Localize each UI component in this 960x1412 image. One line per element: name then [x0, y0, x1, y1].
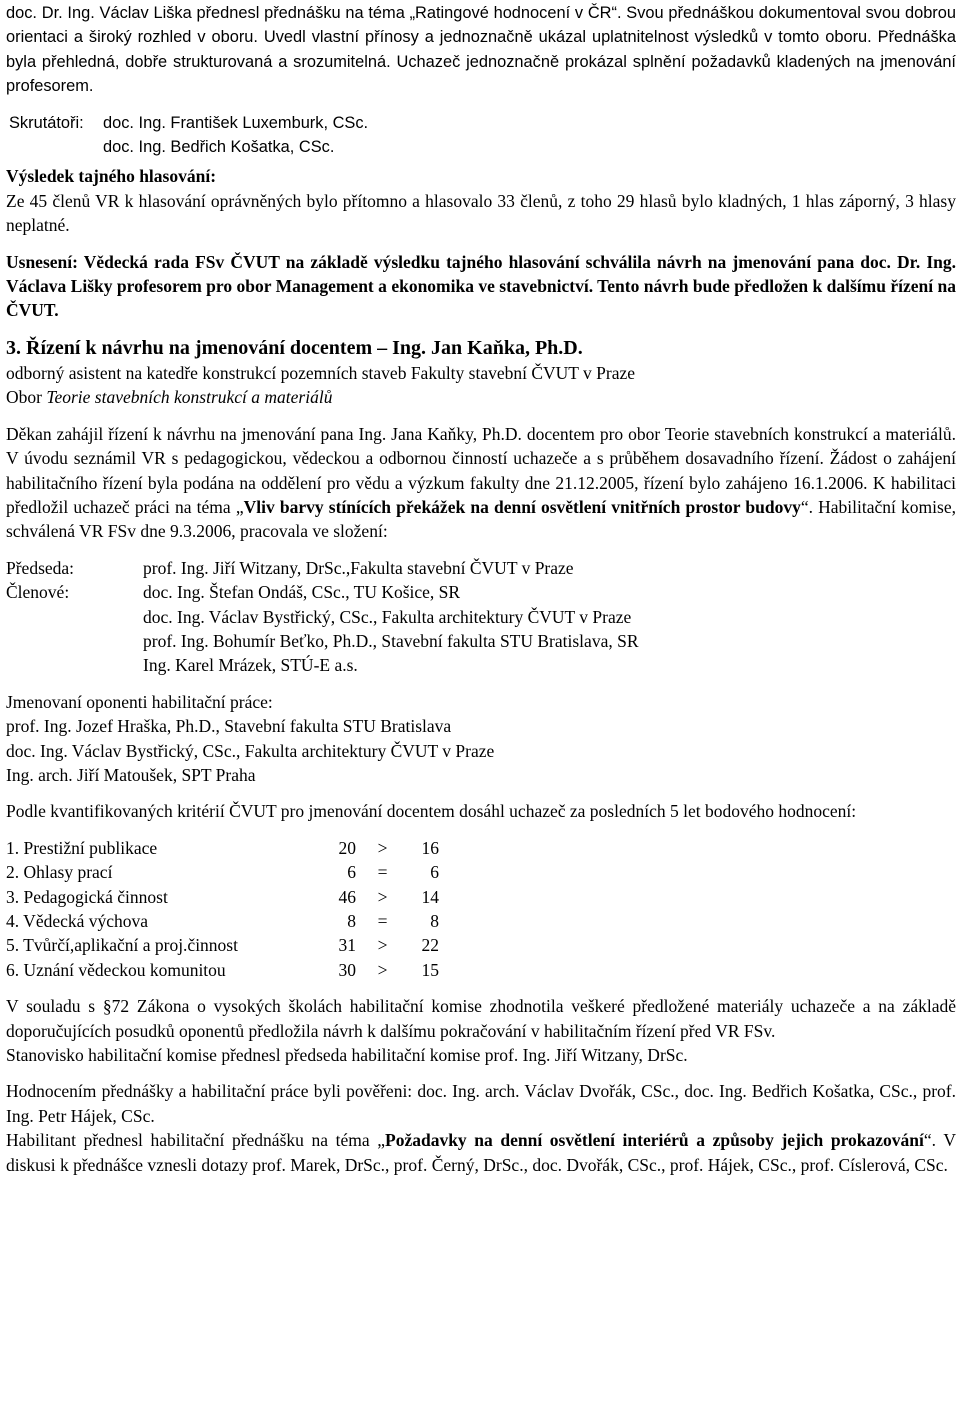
- criterion-value: 31: [338, 935, 356, 956]
- criterion-limit: 6: [430, 862, 439, 883]
- procedure-text-b: “. Habilitační komise, schválená VR FSv dne 9.3.2006, pracovala ve složení:: [6, 496, 956, 542]
- chair-label: Předseda:: [6, 557, 75, 578]
- resolution: Usnesení: Vědecká rada FSv ČVUT na základě výsledku tajného hlasování schválila návrh na jmenování pana doc. Dr. Ing. Václava Lišky profesorem pro obor Management a ekonomika ve stavebnictví. Tento návrh bude předložen k dalšímu řízení na ČVUT.: [6, 251, 956, 321]
- criterion-value: 20: [338, 837, 356, 858]
- criterion-value: 30: [338, 959, 356, 980]
- criterion-operator: =: [377, 911, 388, 931]
- document-page: [6, 1, 956, 1177]
- opponent-1: prof. Ing. Jozef Hraška, Ph.D., Stavební fakulta STU Bratislava: [6, 716, 452, 737]
- criterion-operator: >: [377, 837, 388, 858]
- section-heading: 3. Řízení k návrhu na jmenování docentem – Ing. Jan Kaňka, Ph.D.: [6, 336, 583, 359]
- chair-name: prof. Ing. Jiří Witzany, DrSc.,Fakulta stavební ČVUT v Praze: [143, 557, 574, 578]
- criterion-operator: >: [377, 959, 388, 980]
- field-name: Teorie stavebních konstrukcí a materiálů: [46, 387, 333, 408]
- lecture-text-a: Habilitant přednesl habilitační přednášku na téma „: [6, 1130, 385, 1151]
- criterion-name: 1. Prestižní publikace: [6, 837, 158, 858]
- opponents-label: Jmenovaní oponenti habilitační práce:: [6, 691, 273, 712]
- criteria-row: [6, 909, 439, 933]
- examiners-block: [6, 111, 956, 160]
- examiners-label: Skrutátoři:: [9, 113, 84, 132]
- examiners-list: [103, 111, 368, 160]
- criteria-table: [6, 836, 439, 982]
- procedure-paragraph: [6, 422, 956, 544]
- member-2: doc. Ing. Václav Bystřický, CSc., Fakulta architektury ČVUT v Praze: [143, 606, 632, 627]
- field-prefix: Obor: [6, 387, 47, 408]
- members-list: [143, 580, 639, 678]
- criteria-row: [6, 933, 439, 957]
- examiner-2: doc. Ing. Bedřich Košatka, CSc.: [103, 138, 335, 157]
- criterion-value: 8: [347, 911, 356, 931]
- lecture-evaluation-paragraph: doc. Dr. Ing. Václav Liška přednesl přednášku na téma „Ratingové hodnocení v ČR“. Svou přednáškou dokumentoval svou dobrou orientaci a široký rozhled v oboru. Uvedl vlastní přínosy a jednoznačně ukázal uplatnitelnost výsledků v tomto oboru. Přednáška byla přehledná, dobře strukturovaná a srozumitelná. Uchazeč jednoznačně prokázal splnění požadavků kladených na jmenování profesorem.: [6, 4, 956, 96]
- opponent-3: Ing. arch. Jiří Matoušek, SPT Praha: [6, 764, 256, 785]
- candidate-position: odborný asistent na katedře konstrukcí pozemních staveb Fakulty stavební ČVUT v Praze: [6, 362, 636, 383]
- member-4: Ing. Karel Mrázek, STÚ-E a.s.: [143, 655, 358, 676]
- lecture-paragraph: [6, 1128, 956, 1177]
- criterion-name: 3. Pedagogická činnost: [6, 886, 168, 907]
- criteria-row: [6, 860, 439, 884]
- opponent-2: doc. Ing. Václav Bystřický, CSc., Fakulta architektury ČVUT v Praze: [6, 740, 495, 761]
- committee-members-row: [6, 580, 956, 678]
- candidate-field: [6, 385, 956, 409]
- criterion-value: 46: [338, 886, 356, 907]
- lecture-title: Požadavky na denní osvětlení interiérů a způsoby jejich prokazování: [385, 1130, 924, 1151]
- lecture-text-b: “. V diskusi k přednášce vznesli dotazy prof. Marek, DrSc., prof. Černý, DrSc., doc. Dvořák, CSc., prof. Hájek, CSc., prof. Císlerová, CSc.: [6, 1130, 956, 1175]
- criterion-limit: 15: [421, 959, 439, 980]
- members-label: Členové:: [6, 582, 70, 603]
- criterion-limit: 8: [430, 911, 439, 931]
- examiner-1: doc. Ing. František Luxemburk, CSc.: [103, 113, 369, 132]
- criterion-name: 2. Ohlasy prací: [6, 862, 113, 883]
- criteria-row: [6, 836, 439, 860]
- law-paragraph: V souladu s §72 Zákona o vysokých školách habilitační komise zhodnotila veškeré předložené materiály uchazeče a na základě doporučujících posudků oponentů předložila návrh k dalšímu pokračování v habilitačním řízení před VR FSv.: [6, 996, 956, 1041]
- criteria-intro: Podle kvantifikovaných kritérií ČVUT pro jmenování docentem dosáhl uchazeč za posledních 5 let bodového hodnocení:: [6, 801, 857, 822]
- criterion-name: 4. Vědecká výchova: [6, 911, 149, 931]
- vote-result: Ze 45 členů VR k hlasování oprávněných bylo přítomno a hlasovalo 33 členů, z toho 29 hlasů bylo kladných, 1 hlas záporný, 3 hlasy neplatné.: [6, 190, 956, 236]
- criteria-row: [6, 885, 439, 909]
- criteria-row: [6, 958, 439, 982]
- member-3: prof. Ing. Bohumír Beťko, Ph.D., Stavební fakulta STU Bratislava, SR: [143, 630, 639, 651]
- evaluators-paragraph: Hodnocením přednášky a habilitační práce byli pověřeni: doc. Ing. arch. Václav Dvořák, CSc., doc. Ing. Bedřich Košatka, CSc., prof. Ing. Petr Hájek, CSc.: [6, 1081, 956, 1126]
- criterion-value: 6: [347, 862, 356, 883]
- thesis-title: Vliv barvy stínících překážek na denní osvětlení vnitřních prostor budovy: [243, 496, 801, 517]
- criterion-limit: 22: [421, 935, 439, 956]
- criterion-operator: =: [377, 862, 388, 883]
- criterion-name: 5. Tvůrčí,aplikační a proj.činnost: [6, 935, 238, 956]
- criterion-operator: >: [377, 935, 388, 956]
- procedure-text-a: Děkan zahájil řízení k návrhu na jmenování pana Ing. Jana Kaňky, Ph.D. docentem pro obor Teorie stavebních konstrukcí a materiálů. V úvodu seznámil VR s pedagogickou, vědeckou a odbornou činností uchazeče a s průběhem dosavadního řízení. Žádost o zahájení habilitačního řízení byla podána na oddělení pro vědu a výzkum fakulty dne 21.12.2005, řízení bylo zahájeno 16.1.2006. K habilitaci předložil uchazeč práci na téma „: [6, 423, 956, 517]
- criterion-limit: 14: [421, 886, 439, 907]
- criterion-name: 6. Uznání vědeckou komunitou: [6, 959, 226, 980]
- member-1: doc. Ing. Štefan Ondáš, CSc., TU Košice, SR: [143, 582, 461, 603]
- criterion-operator: >: [377, 886, 388, 907]
- criterion-limit: 16: [421, 837, 439, 858]
- vote-title: Výsledek tajného hlasování:: [6, 166, 217, 187]
- opinion-paragraph: Stanovisko habilitační komise přednesl předseda habilitační komise prof. Ing. Jiří Witzany, DrSc.: [6, 1045, 688, 1066]
- committee-chair-row: [6, 556, 956, 580]
